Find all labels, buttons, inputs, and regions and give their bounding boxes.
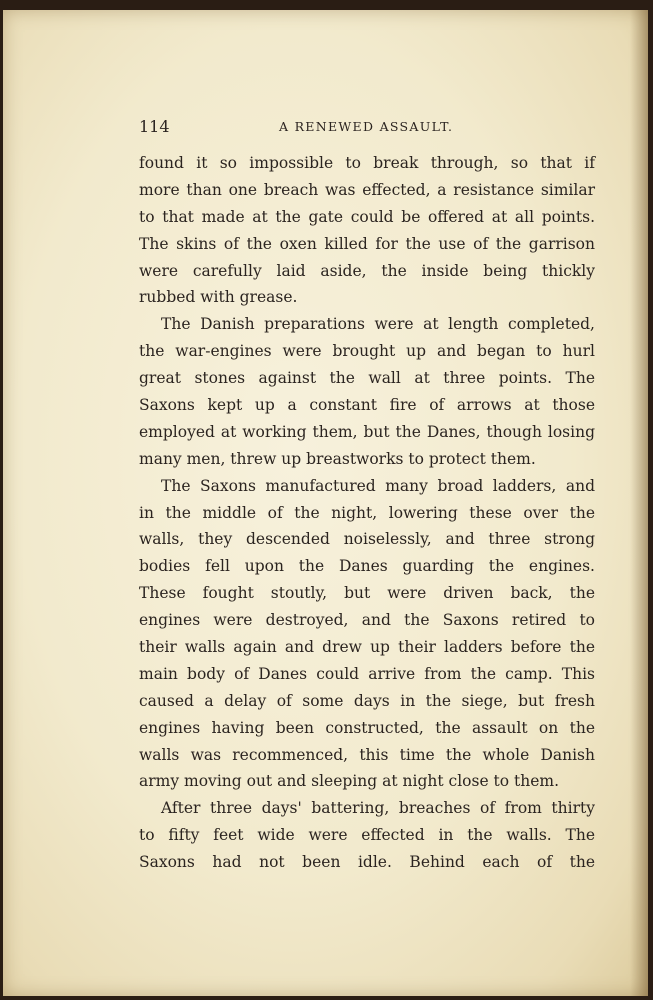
text-line: Saxons kept up a constant fire of arrows at those bbox=[139, 396, 595, 415]
paragraph bbox=[139, 150, 595, 311]
text-line: After three days' battering, breaches of from thirty bbox=[161, 799, 595, 818]
page-number: 114 bbox=[139, 117, 170, 136]
book-page bbox=[3, 10, 648, 996]
text-line: to fifty feet wide were effected in the walls. The bbox=[139, 826, 595, 845]
text-line: their walls again and drew up their ladders before the bbox=[139, 638, 595, 657]
body-text bbox=[139, 150, 595, 876]
text-line: engines having been constructed, the assault on the bbox=[139, 718, 595, 737]
text-line: The skins of the oxen killed for the use of the garrison bbox=[139, 234, 595, 253]
text-line: many men, threw up breastworks to protect them. bbox=[139, 449, 536, 468]
paragraph bbox=[139, 795, 595, 876]
text-line: These fought stoutly, but were driven back, the bbox=[139, 584, 595, 603]
text-line: rubbed with grease. bbox=[139, 288, 298, 307]
text-line: Saxons had not been idle. Behind each of the bbox=[139, 853, 595, 872]
text-line: were carefully laid aside, the inside being thickly bbox=[139, 261, 595, 280]
text-line: army moving out and sleeping at night close to them. bbox=[139, 772, 560, 791]
text-line: employed at working them, but the Danes, though losing bbox=[139, 422, 595, 441]
paragraph bbox=[139, 473, 595, 796]
text-line: bodies fell upon the Danes guarding the engines. bbox=[139, 557, 595, 576]
text-line: more than one breach was effected, a resistance similar bbox=[139, 180, 595, 199]
text-line: The Saxons manufactured many broad ladders, and bbox=[161, 476, 595, 495]
text-line: main body of Danes could arrive from the camp. This bbox=[139, 664, 595, 683]
text-line: engines were destroyed, and the Saxons retired to bbox=[139, 611, 595, 630]
text-line: The Danish preparations were at length completed, bbox=[161, 315, 595, 334]
paragraph bbox=[139, 311, 595, 472]
text-line: walls was recommenced, this time the whole Danish bbox=[139, 745, 595, 764]
text-line: the war-engines were brought up and began to hurl bbox=[139, 342, 595, 361]
text-line: walls, they descended noiselessly, and three strong bbox=[139, 530, 595, 549]
text-line: caused a delay of some days in the siege, but fresh bbox=[139, 691, 595, 710]
text-line: to that made at the gate could be offered at all points. bbox=[139, 207, 595, 226]
text-line: found it so impossible to break through, so that if bbox=[139, 154, 595, 172]
text-line: great stones against the wall at three points. The bbox=[139, 369, 595, 388]
chapter-title: A RENEWED ASSAULT. bbox=[279, 119, 454, 134]
text-line: in the middle of the night, lowering these over the bbox=[139, 503, 595, 522]
running-head bbox=[139, 117, 595, 137]
